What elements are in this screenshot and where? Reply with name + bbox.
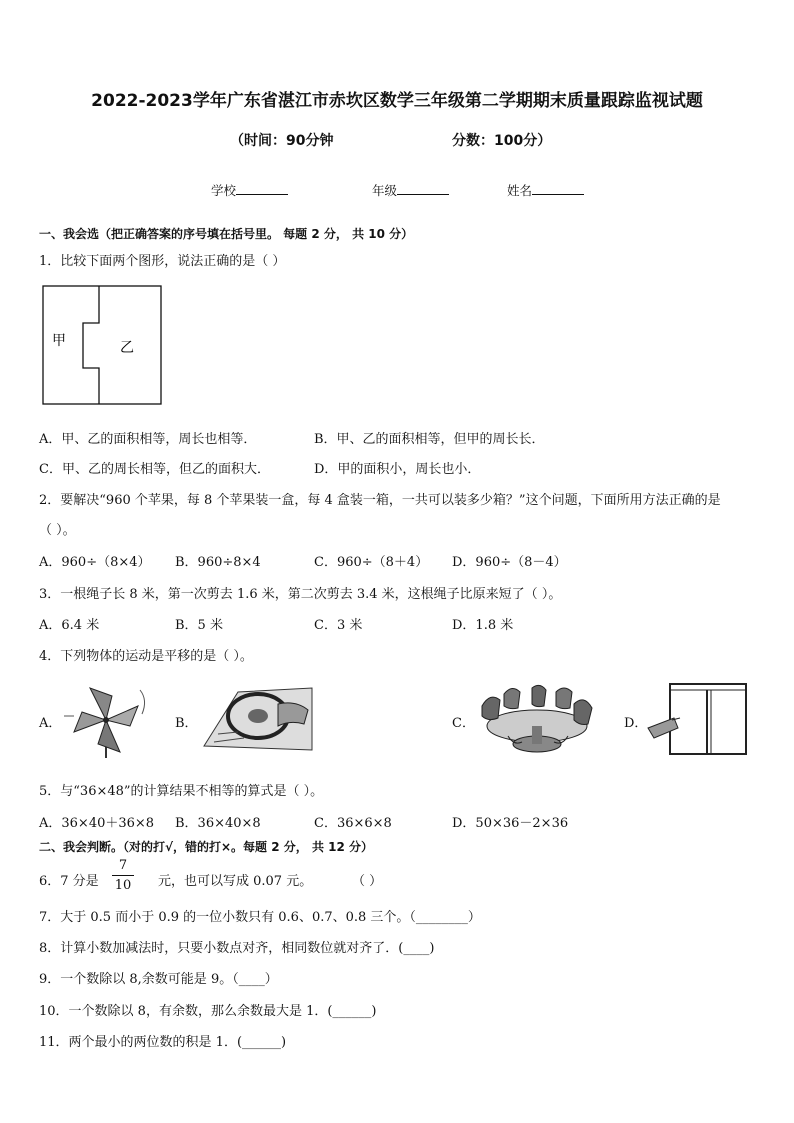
q11: 11．两个最小的两位数的积是 1．(______)	[39, 1035, 287, 1050]
q5-option-c[interactable]: C．36×6×8	[314, 816, 392, 831]
grade-blank[interactable]	[397, 182, 449, 195]
q6-fraction	[112, 858, 134, 893]
q4-option-a[interactable]: A．	[39, 716, 62, 731]
q2-stem: 2．要解决“960 个苹果，每 8 个苹果装一盒，每 4 盒装一箱，一共可以装多少箱？”这个问题，下面所用方法正确的是	[39, 493, 721, 508]
name-blank[interactable]	[532, 182, 584, 195]
q2-stem-cont: （ ）。	[39, 523, 76, 538]
q5-option-b[interactable]: B．36×40×8	[175, 816, 261, 831]
q4-stem: 4．下列物体的运动是平移的是（ ）。	[39, 649, 253, 664]
grade-field	[372, 181, 449, 199]
fraction-numerator: 7	[118, 858, 128, 873]
q1-option-d[interactable]: D．甲的面积小，周长也小．	[314, 462, 481, 477]
q3-option-c[interactable]: C．3 米	[314, 618, 363, 633]
q6-stem-pre: 6．7 分是	[39, 874, 99, 889]
exam-score: 分数：100分）	[452, 133, 552, 149]
page-title: 2022-2023学年广东省湛江市赤坎区数学三年级第二学期期末质量跟踪监视试题	[91, 91, 703, 111]
q1-option-a[interactable]: A．甲、乙的面积相等，周长也相等．	[39, 432, 257, 447]
q7: 7．大于 0.5 而小于 0.9 的一位小数只有 0.6、0.7、0.8 三个。（________）	[39, 910, 481, 925]
name-label: 姓名	[507, 183, 533, 198]
name-field	[507, 181, 584, 199]
q5-option-a[interactable]: A．36×40＋36×8	[39, 816, 155, 831]
school-field	[211, 181, 288, 199]
pinwheel-image	[60, 682, 152, 758]
q8: 8．计算小数加减法时，只要小数点对齐，相同数位就对齐了．(____)	[39, 941, 435, 956]
steering-wheel-image	[198, 684, 314, 754]
q6-stem-post: 元，也可以写成 0.07 元。	[158, 874, 313, 889]
section-1-heading: 一、我会选（把正确答案的序号填在括号里。 每题 2 分， 共 10 分）	[39, 227, 414, 241]
q9: 9．一个数除以 8,余数可能是 9。（____）	[39, 972, 278, 987]
q4-option-b[interactable]: B．	[175, 716, 198, 731]
q2-option-b[interactable]: B．960÷8×4	[175, 555, 261, 570]
q2-option-a[interactable]: A．960÷（8×4）	[39, 555, 151, 570]
figure-label-jia: 甲	[52, 333, 66, 349]
q4-option-d[interactable]: D．	[624, 716, 648, 731]
fraction-bar	[112, 875, 134, 876]
q4-option-c[interactable]: C．	[452, 716, 475, 731]
school-blank[interactable]	[236, 182, 288, 195]
q3-option-d[interactable]: D．1.8 米	[452, 618, 514, 633]
carousel-ride-image	[474, 684, 600, 756]
q3-option-b[interactable]: B．5 米	[175, 618, 223, 633]
q1-option-b[interactable]: B．甲、乙的面积相等，但甲的周长长．	[314, 432, 545, 447]
q1-figure	[42, 285, 164, 407]
q6-answer-paren[interactable]: （ ）	[352, 874, 383, 889]
section-2-heading: 二、我会判断。（对的打√，错的打×。每题 2 分， 共 12 分）	[39, 840, 373, 854]
q5-stem: 5．与“36×48”的计算结果不相等的算式是（ ）。	[39, 784, 324, 799]
q2-option-c[interactable]: C．960÷（8＋4）	[314, 555, 429, 570]
school-label: 学校	[211, 183, 237, 198]
q3-stem: 3．一根绳子长 8 米，第一次剪去 1.6 米，第二次剪去 3.4 米，这根绳子比原来短了（ ）。	[39, 587, 562, 602]
q3-option-a[interactable]: A．6.4 米	[39, 618, 100, 633]
q2-option-d[interactable]: D．960÷（8－4）	[452, 555, 567, 570]
figure-label-yi: 乙	[120, 340, 134, 356]
sliding-window-image	[646, 682, 750, 758]
q1-stem: 1．比较下面两个图形，说法正确的是（ ）	[39, 254, 286, 269]
fraction-denominator: 10	[114, 878, 132, 893]
grade-label: 年级	[372, 183, 398, 198]
q1-option-c[interactable]: C．甲、乙的周长相等，但乙的面积大．	[39, 462, 270, 477]
exam-time: （时间：90分钟	[230, 133, 334, 149]
q5-option-d[interactable]: D．50×36－2×36	[452, 816, 569, 831]
q10: 10．一个数除以 8，有余数，那么余数最大是 1．(______)	[39, 1004, 377, 1019]
